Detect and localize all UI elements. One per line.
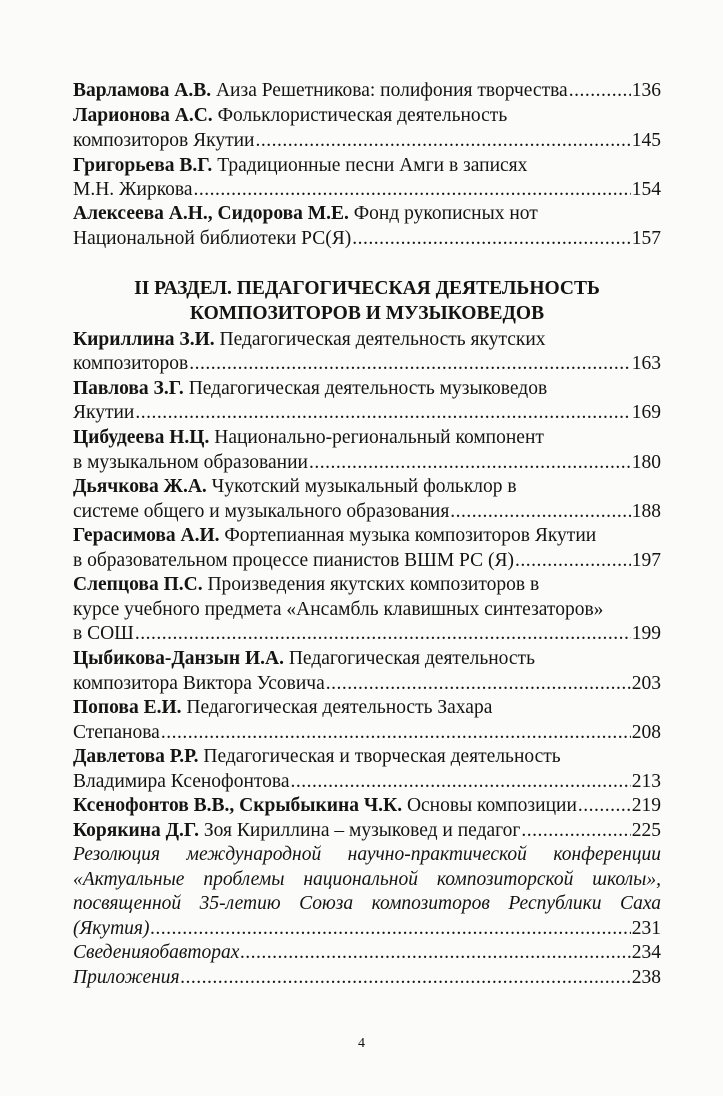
entry-page: 238 <box>631 967 661 988</box>
section-heading-line1: II РАЗДЕЛ. ПЕДАГОГИЧЕСКАЯ ДЕЯТЕЛЬНОСТЬ <box>134 278 600 299</box>
entry-title-cont: Якутии <box>73 402 135 423</box>
entry-author: Давлетова Р.Р. <box>73 746 199 767</box>
entry-page: 180 <box>631 452 661 473</box>
resolution-title-end: (Якутия) <box>73 918 150 939</box>
dot-leader <box>181 963 631 993</box>
entry-title-cont: системе общего и музыкального образования <box>73 501 450 522</box>
entry-title-cont: в музыкальном образовании <box>73 452 308 473</box>
entry-title: Фортепианная музыка композиторов Якутии <box>224 525 597 546</box>
entry-page: 145 <box>631 130 661 151</box>
dot-leader <box>352 224 631 254</box>
entry-title-cont: композиторов Якутии <box>73 130 255 151</box>
entry-author: Цыбикова-Данзын И.А. <box>73 648 284 669</box>
entry-author: Ларионова А.С. <box>73 105 213 126</box>
entry-author: Павлова З.Г. <box>73 378 184 399</box>
entry-page: 199 <box>631 623 661 644</box>
entry-page: 219 <box>631 795 661 816</box>
entry-title: Педагогическая деятельность Захара <box>186 697 493 718</box>
entry-author: Попова Е.И. <box>73 697 182 718</box>
entry-page: 213 <box>631 771 661 792</box>
entry-author: Цибудеева Н.Ц. <box>73 427 210 448</box>
entry-title-cont: Степанова <box>73 722 160 743</box>
entry-page: 231 <box>631 918 661 939</box>
entry-title-cont: в образовательном процессе пианистов ВШМ РС (Я) <box>73 550 515 571</box>
entry-author: Слепцова П.С. <box>73 574 203 595</box>
entry-title: Фонд рукописных нот <box>353 203 538 224</box>
entry-title-cont: в СОШ <box>73 623 134 644</box>
entry-page: 157 <box>631 228 661 249</box>
entry-title: Зоя Кириллина – музыковед и педагог <box>203 820 521 841</box>
entry-page: 203 <box>631 673 661 694</box>
entry-author: Кириллина З.И. <box>73 329 215 350</box>
entry-author: Дьячкова Ж.А. <box>73 476 207 497</box>
entry-title: Национально-региональный компонент <box>214 427 544 448</box>
section-heading-line2: КОМПОЗИТОРОВ И МУЗЫКОВЕДОВ <box>189 303 545 324</box>
entry-author: Григорьева В.Г. <box>73 155 213 176</box>
entry-title-cont: Национальной библиотеки РС(Я) <box>73 228 352 249</box>
entry-title: Фольклористическая деятельность <box>217 105 508 126</box>
entry-page: 169 <box>631 402 661 423</box>
entry-title-cont: композитора Виктора Усовича <box>73 673 325 694</box>
entry-title: Чукотский музыкальный фольклор в <box>211 476 517 497</box>
resolution-line1: Резолюция международной научно-практической конференции <box>73 844 661 865</box>
entry-author: Алексеева А.Н., Сидорова М.Е. <box>73 203 349 224</box>
entry-title-cont: композиторов <box>73 353 189 374</box>
entry-title: Традиционные песни Амги в записях <box>217 155 528 176</box>
entry-title: Педагогическая и творческая деятельность <box>203 746 561 767</box>
entry-author: Корякина Д.Г. <box>73 820 200 841</box>
entry-title: Сведенияобавторах <box>73 942 240 963</box>
entry-title-cont: Владимира Ксенофонтова <box>73 771 290 792</box>
entry-page: 163 <box>631 353 661 374</box>
entry-title-cont: курсе учебного предмета «Ансамбль клавишных синтезаторов» <box>73 599 604 620</box>
entry-title: Педагогическая деятельность якутских <box>219 329 546 350</box>
entry-page: 154 <box>631 179 661 200</box>
entry-page: 208 <box>631 722 661 743</box>
entry-page: 197 <box>631 550 661 571</box>
entry-title: Педагогическая деятельность музыковедов <box>188 378 548 399</box>
entry-title: Приложения <box>73 967 180 988</box>
entry-title: Основы композиции <box>406 795 577 816</box>
toc-entry-alekseeva-cont <box>73 224 661 254</box>
entry-author: Герасимова А.И. <box>73 525 220 546</box>
page-number: 4 <box>358 1036 365 1051</box>
resolution-line2: «Актуальные проблемы национальной композиторской школы», <box>73 869 661 890</box>
entry-author: Ксенофонтов В.В., Скрыбыкина Ч.К. <box>73 795 403 816</box>
entry-author: Варламова А.В. <box>73 80 212 101</box>
entry-page: 136 <box>631 80 661 101</box>
entry-title-cont: М.Н. Жиркова <box>73 179 193 200</box>
entry-page: 225 <box>631 820 661 841</box>
entry-page: 234 <box>631 942 661 963</box>
entry-page: 188 <box>631 501 661 522</box>
entry-title: Произведения якутских композиторов в <box>207 574 540 595</box>
entry-title: Аиза Решетникова: полифония творчества <box>215 80 568 101</box>
resolution-line3: посвященной 35-летию Союза композиторов Республики Саха <box>73 893 661 914</box>
toc-entry-appendix <box>73 963 661 993</box>
entry-title: Педагогическая деятельность <box>288 648 535 669</box>
